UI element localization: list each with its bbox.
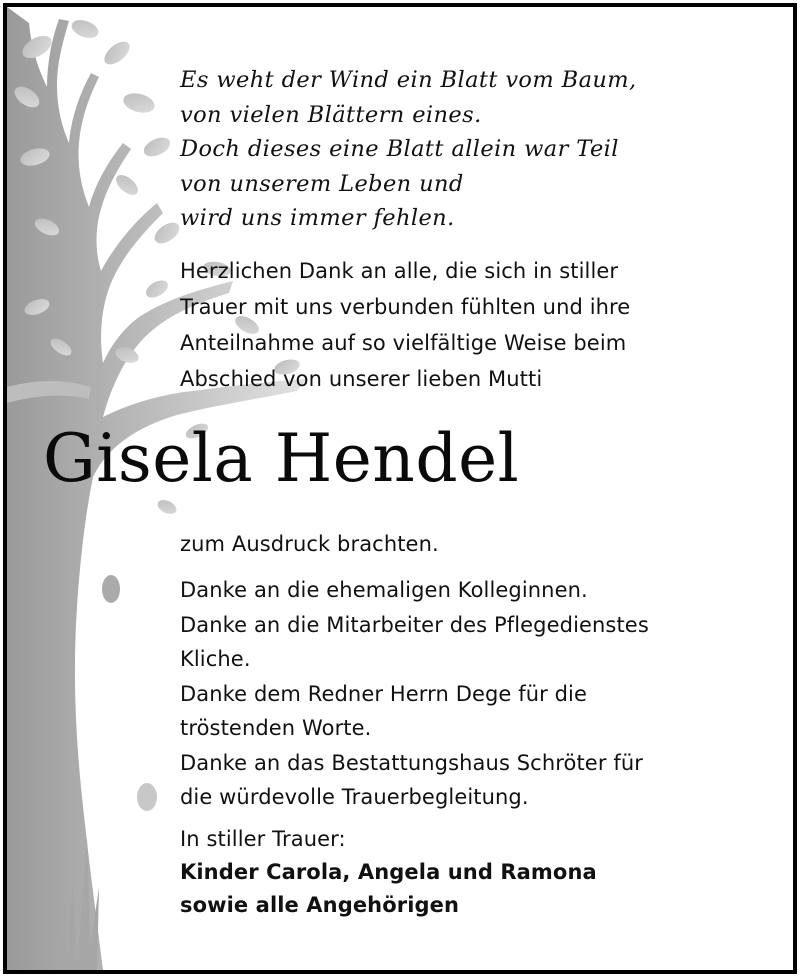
thanks-line: Anteilnahme auf so vielfältige Weise beim (180, 331, 627, 355)
signoff-relatives: sowie alle Angehörigen (180, 893, 460, 917)
deceased-name: Gisela Hendel (43, 420, 520, 497)
poem-line: wird uns immer fehlen. (180, 205, 455, 231)
danke-line: Danke dem Redner Herrn Dege für die (180, 681, 588, 706)
signoff-intro: In stiller Trauer: (180, 827, 346, 851)
danke-line: Danke an die Mitarbeiter des Pflegedienstes (180, 612, 649, 637)
poem-line: von unserem Leben und (180, 170, 464, 197)
signoff-names: Kinder Carola, Angela und Ramona (180, 860, 597, 884)
obituary-frame (3, 3, 797, 974)
signoff (180, 823, 780, 922)
expression-line: zum Ausdruck brachten. (180, 532, 439, 556)
thanks-line: Herzlichen Dank an alle, die sich in stiller (180, 259, 619, 283)
danke-line: Kliche. (180, 647, 251, 671)
danke-line: Danke an das Bestattungshaus Schröter für (180, 750, 643, 775)
poem-line: Es weht der Wind ein Blatt vom Baum, (180, 67, 637, 93)
poem-line: von vielen Blättern eines. (180, 101, 482, 128)
thanks-paragraph (180, 253, 780, 397)
danke-line: tröstenden Worte. (180, 716, 372, 740)
thanks-line: Abschied von unserer lieben Mutti (180, 367, 543, 391)
poem-line: Doch dieses eine Blatt allein war Teil (180, 136, 619, 162)
thanks-line: Trauer mit uns verbunden fühlten und ihre (180, 295, 631, 319)
poem (180, 63, 780, 236)
danke-line: Danke an die ehemaligen Kolleginnen. (180, 578, 588, 602)
danke-line: die würdevolle Trauerbegleitung. (180, 785, 529, 809)
danke-paragraph (180, 573, 780, 815)
